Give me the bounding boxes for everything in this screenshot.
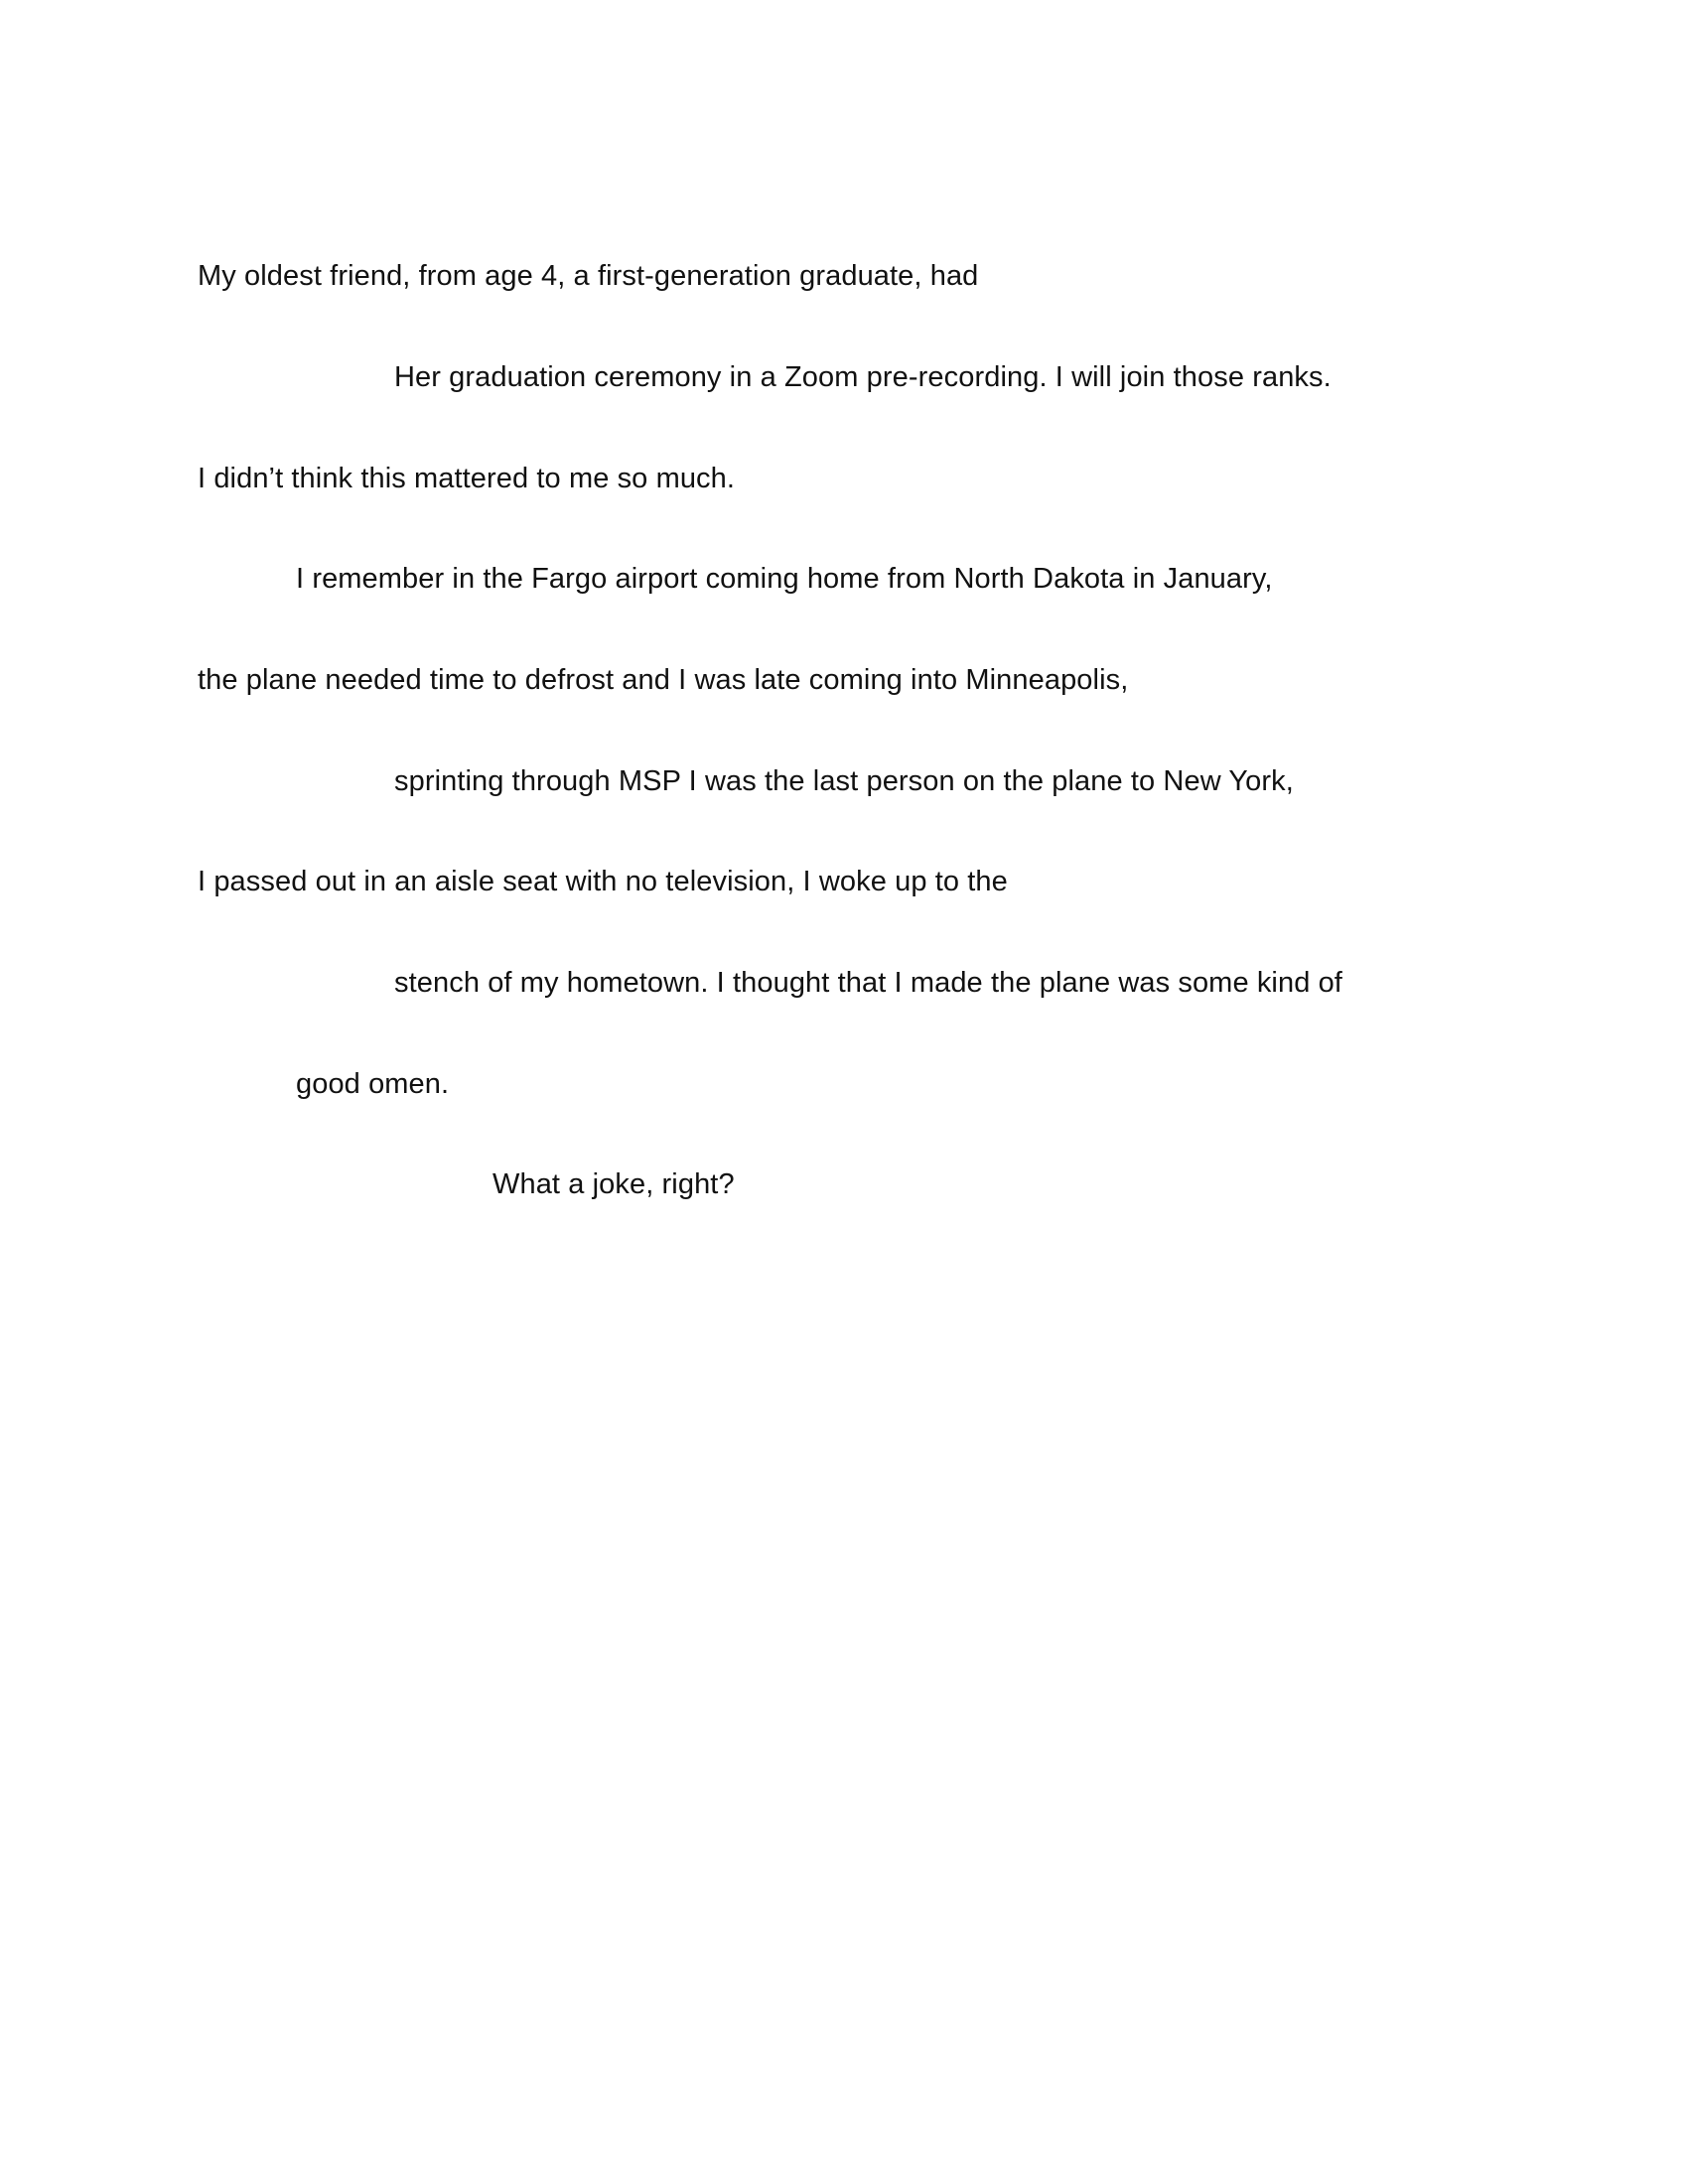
poem-line-1: My oldest friend, from age 4, a first-generation graduate, had <box>198 260 979 292</box>
poem-line-10: What a joke, right? <box>492 1168 735 1200</box>
poem-line-5: the plane needed time to defrost and I was late coming into Minneapolis, <box>198 664 1129 696</box>
poem-line-9: good omen. <box>296 1068 450 1100</box>
poem-line-8: stench of my hometown. I thought that I made the plane was some kind of <box>394 967 1342 999</box>
poem-line-6: sprinting through MSP I was the last person on the plane to New York, <box>394 765 1294 797</box>
poem-line-2: Her graduation ceremony in a Zoom pre-recording. I will join those ranks. <box>394 361 1332 393</box>
poem-line-4: I remember in the Fargo airport coming home from North Dakota in January, <box>296 563 1273 595</box>
poem-line-3: I didn’t think this mattered to me so much. <box>198 463 736 494</box>
poem-line-7: I passed out in an aisle seat with no television, I woke up to the <box>198 866 1008 897</box>
